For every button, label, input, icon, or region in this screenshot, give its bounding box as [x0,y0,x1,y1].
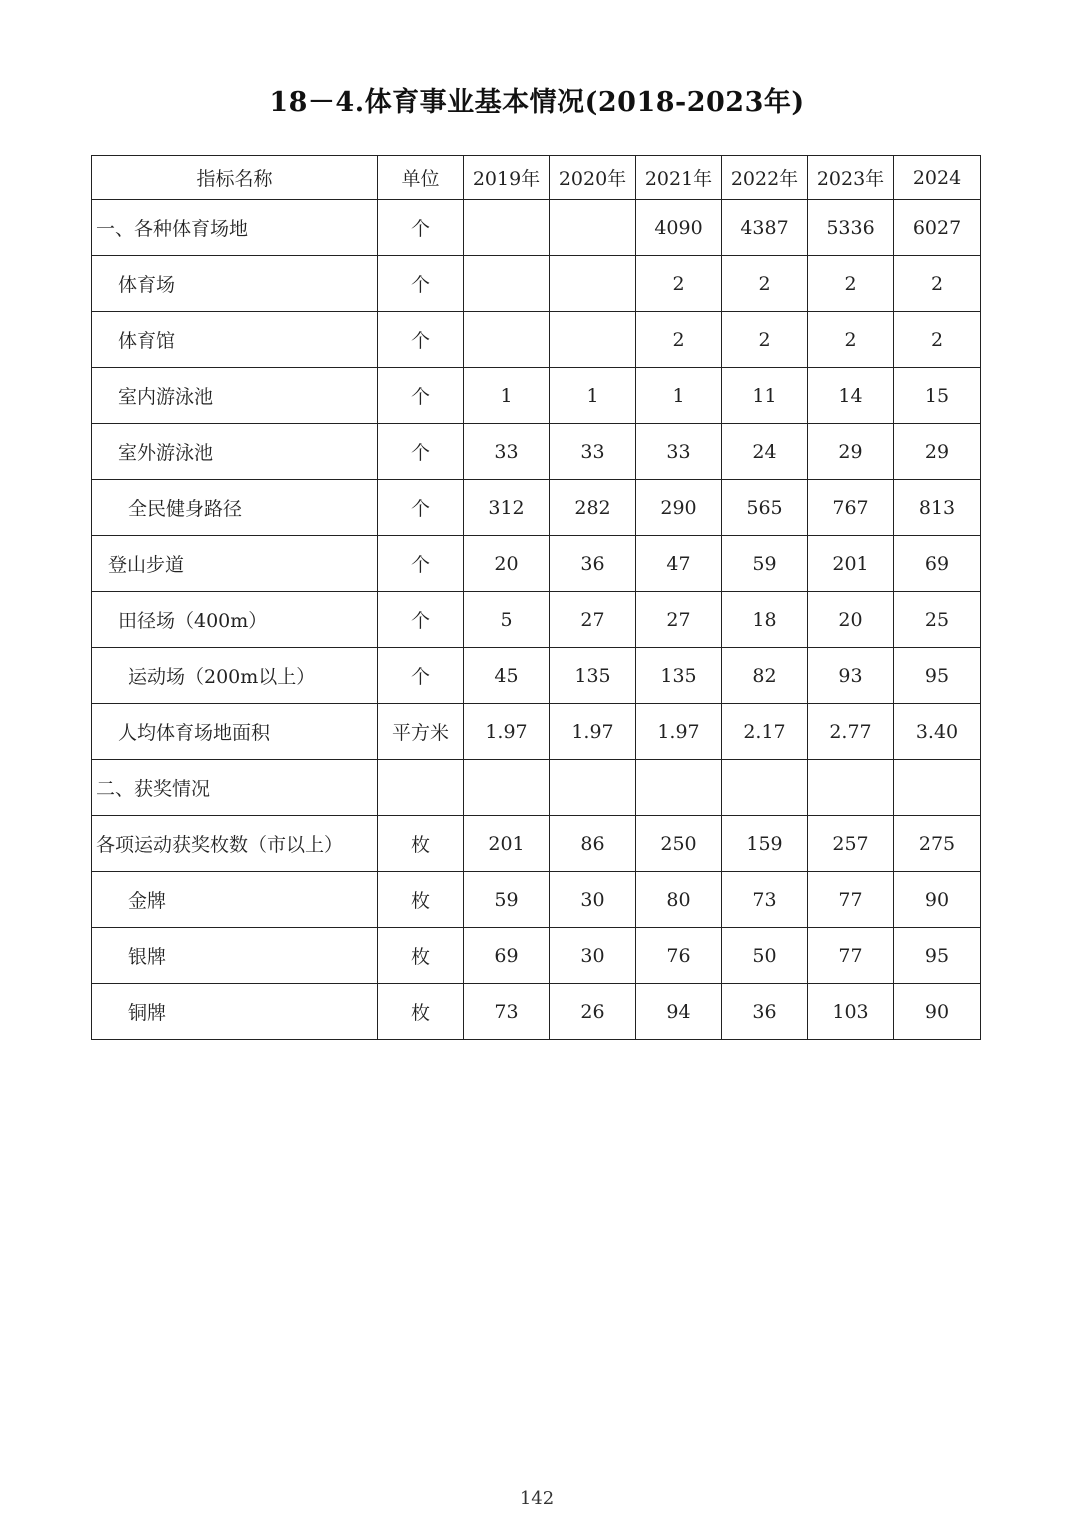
value-cell: 2 [722,312,808,368]
table-row [92,704,981,760]
unit-cell: 个 [378,368,464,424]
header-year: 2021年 [636,156,722,200]
table-row [92,760,981,816]
value-cell: 2 [808,312,894,368]
indicator-name-cell: 铜牌 [92,984,378,1040]
indicator-name-cell: 银牌 [92,928,378,984]
value-cell: 2.77 [808,704,894,760]
value-cell: 95 [894,928,981,984]
unit-cell: 枚 [378,984,464,1040]
value-cell: 1.97 [636,704,722,760]
value-cell [808,760,894,816]
indicator-name-cell: 室内游泳池 [92,368,378,424]
page-title: 18－4.体育事业基本情况(2018-2023年) [269,87,805,118]
value-cell: 275 [894,816,981,872]
table-row [92,872,981,928]
value-cell: 813 [894,480,981,536]
value-cell: 95 [894,648,981,704]
indicator-name-cell: 人均体育场地面积 [92,704,378,760]
value-cell: 1.97 [550,704,636,760]
table-row [92,928,981,984]
value-cell: 94 [636,984,722,1040]
value-cell: 33 [550,424,636,480]
value-cell [464,256,550,312]
value-cell: 135 [550,648,636,704]
sports-statistics-table [91,155,981,1040]
value-cell: 201 [464,816,550,872]
value-cell [464,312,550,368]
table-row [92,816,981,872]
value-cell: 45 [464,648,550,704]
value-cell: 767 [808,480,894,536]
table-row [92,312,981,368]
value-cell: 93 [808,648,894,704]
value-cell [722,760,808,816]
table-row [92,368,981,424]
value-cell: 76 [636,928,722,984]
value-cell: 14 [808,368,894,424]
value-cell [636,760,722,816]
value-cell [550,256,636,312]
unit-cell: 个 [378,424,464,480]
page-number: 142 [519,1488,555,1509]
value-cell: 69 [464,928,550,984]
header-year: 2023年 [808,156,894,200]
value-cell: 80 [636,872,722,928]
value-cell: 59 [464,872,550,928]
value-cell: 50 [722,928,808,984]
indicator-name-cell: 登山步道 [92,536,378,592]
header-indicator-name: 指标名称 [92,156,378,200]
value-cell: 103 [808,984,894,1040]
value-cell: 77 [808,872,894,928]
value-cell: 24 [722,424,808,480]
indicator-name-cell: 全民健身路径 [92,480,378,536]
table-row [92,256,981,312]
value-cell: 2 [722,256,808,312]
value-cell: 159 [722,816,808,872]
table-row [92,424,981,480]
value-cell: 2 [808,256,894,312]
value-cell: 5 [464,592,550,648]
value-cell: 282 [550,480,636,536]
value-cell: 29 [894,424,981,480]
value-cell: 257 [808,816,894,872]
value-cell [550,760,636,816]
value-cell: 1 [550,368,636,424]
value-cell: 77 [808,928,894,984]
value-cell: 1 [464,368,550,424]
value-cell: 15 [894,368,981,424]
header-unit: 单位 [378,156,464,200]
indicator-name-cell: 体育馆 [92,312,378,368]
table-row [92,536,981,592]
value-cell: 11 [722,368,808,424]
value-cell: 135 [636,648,722,704]
indicator-name-cell: 一、各种体育场地 [92,200,378,256]
value-cell: 290 [636,480,722,536]
unit-cell: 枚 [378,928,464,984]
value-cell [464,760,550,816]
indicator-name-cell: 二、获奖情况 [92,760,378,816]
value-cell: 20 [808,592,894,648]
table-row [92,984,981,1040]
value-cell [894,760,981,816]
value-cell: 30 [550,928,636,984]
table-row [92,200,981,256]
table-row [92,592,981,648]
value-cell [550,200,636,256]
value-cell: 27 [550,592,636,648]
value-cell: 20 [464,536,550,592]
unit-cell: 个 [378,200,464,256]
unit-cell: 个 [378,256,464,312]
indicator-name-cell: 体育场 [92,256,378,312]
header-year: 2024 [894,156,981,200]
table-row [92,480,981,536]
unit-cell: 个 [378,536,464,592]
value-cell [550,312,636,368]
value-cell: 2 [636,256,722,312]
indicator-name-cell: 室外游泳池 [92,424,378,480]
unit-cell: 个 [378,648,464,704]
value-cell: 312 [464,480,550,536]
value-cell: 4387 [722,200,808,256]
value-cell: 47 [636,536,722,592]
value-cell: 3.40 [894,704,981,760]
value-cell: 69 [894,536,981,592]
value-cell: 2 [636,312,722,368]
unit-cell: 个 [378,312,464,368]
value-cell: 27 [636,592,722,648]
value-cell: 6027 [894,200,981,256]
value-cell: 2 [894,312,981,368]
value-cell: 250 [636,816,722,872]
indicator-name-cell: 田径场（400m） [92,592,378,648]
value-cell: 201 [808,536,894,592]
value-cell: 36 [550,536,636,592]
value-cell: 82 [722,648,808,704]
header-year: 2020年 [550,156,636,200]
value-cell: 73 [464,984,550,1040]
value-cell: 33 [464,424,550,480]
unit-cell: 个 [378,592,464,648]
table-row [92,648,981,704]
value-cell: 2 [894,256,981,312]
value-cell: 86 [550,816,636,872]
value-cell: 25 [894,592,981,648]
value-cell: 59 [722,536,808,592]
unit-cell: 枚 [378,816,464,872]
value-cell: 4090 [636,200,722,256]
unit-cell: 枚 [378,872,464,928]
header-year: 2019年 [464,156,550,200]
unit-cell: 个 [378,480,464,536]
indicator-name-cell: 各项运动获奖枚数（市以上） [92,816,378,872]
indicator-name-cell: 金牌 [92,872,378,928]
value-cell: 36 [722,984,808,1040]
value-cell [464,200,550,256]
value-cell: 2.17 [722,704,808,760]
indicator-name-cell: 运动场（200m以上） [92,648,378,704]
value-cell: 30 [550,872,636,928]
unit-cell: 平方米 [378,704,464,760]
value-cell: 5336 [808,200,894,256]
header-row [92,156,981,200]
value-cell: 18 [722,592,808,648]
value-cell: 565 [722,480,808,536]
value-cell: 90 [894,984,981,1040]
unit-cell [378,760,464,816]
value-cell: 1.97 [464,704,550,760]
value-cell: 73 [722,872,808,928]
value-cell: 33 [636,424,722,480]
value-cell: 29 [808,424,894,480]
value-cell: 1 [636,368,722,424]
value-cell: 90 [894,872,981,928]
header-year: 2022年 [722,156,808,200]
value-cell: 26 [550,984,636,1040]
